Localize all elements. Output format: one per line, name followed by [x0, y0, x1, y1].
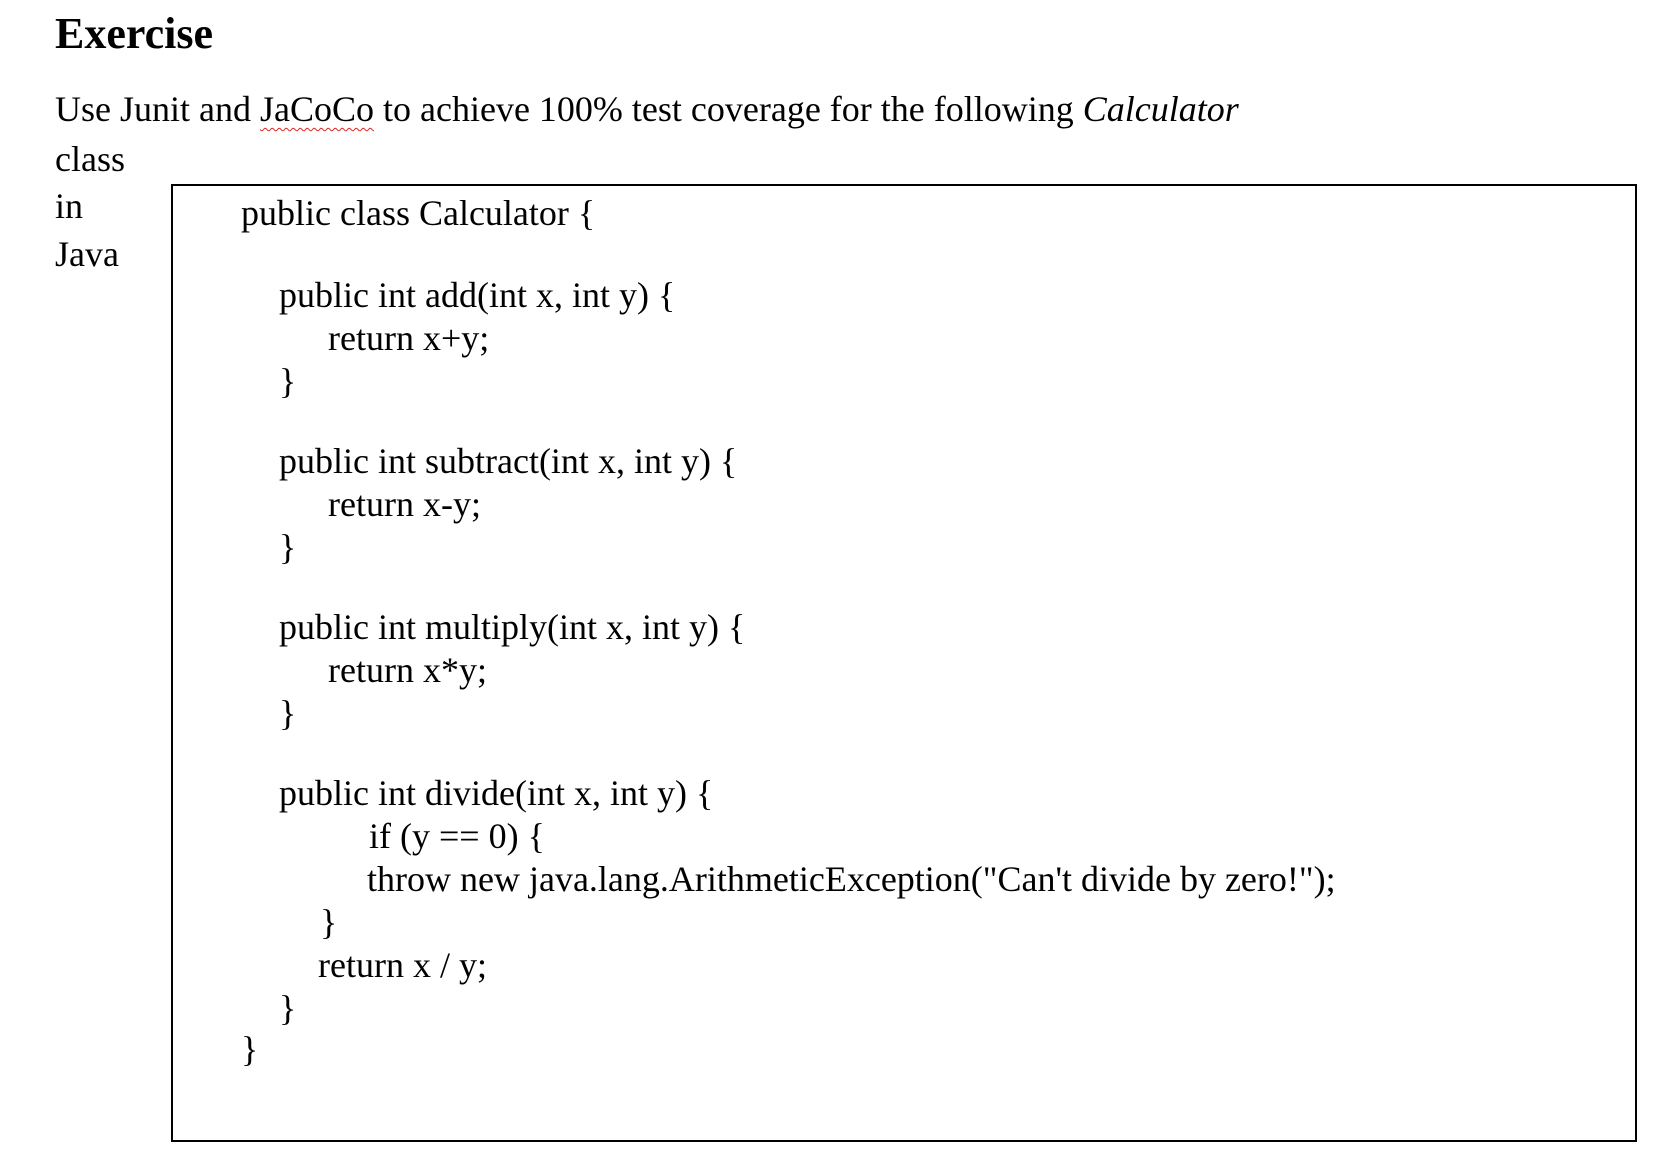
- code-divide-close-brace: }: [279, 988, 297, 1028]
- code-multiply-signature: public int multiply(int x, int y) {: [279, 607, 746, 647]
- code-divide-throw: throw new java.lang.ArithmeticException("Can't divide by zero!");: [367, 859, 1336, 899]
- code-divide-return: return x / y;: [318, 945, 487, 985]
- code-divide-if: if (y == 0) {: [369, 816, 545, 856]
- side-word-java: Java: [55, 234, 119, 274]
- code-add-return: return x+y;: [328, 318, 490, 358]
- code-multiply-close-brace: }: [279, 693, 297, 733]
- instruction-text-continued: class: [55, 139, 125, 179]
- code-subtract-signature: public int subtract(int x, int y) {: [279, 441, 738, 481]
- code-listing-box: [171, 184, 1637, 1142]
- instruction-text-start: Use Junit and: [55, 89, 260, 129]
- instruction-text-middle: to achieve 100% test coverage for the following: [374, 89, 1083, 129]
- jacoco-term: JaCoCo: [259, 89, 374, 129]
- code-divide-if-close-brace: }: [320, 902, 338, 942]
- code-class-close-brace: }: [241, 1029, 259, 1069]
- exercise-heading: Exercise: [55, 9, 214, 58]
- side-word-in: in: [55, 186, 84, 226]
- code-add-signature: public int add(int x, int y) {: [279, 275, 676, 315]
- code-multiply-return: return x*y;: [328, 650, 487, 690]
- code-subtract-close-brace: }: [279, 527, 297, 567]
- code-add-close-brace: }: [279, 361, 297, 401]
- code-subtract-return: return x-y;: [328, 484, 481, 524]
- code-class-declaration: public class Calculator {: [241, 193, 596, 233]
- code-divide-signature: public int divide(int x, int y) {: [279, 773, 714, 813]
- calculator-class-name: Calculator: [1082, 89, 1239, 129]
- instruction-text: [55, 88, 1239, 131]
